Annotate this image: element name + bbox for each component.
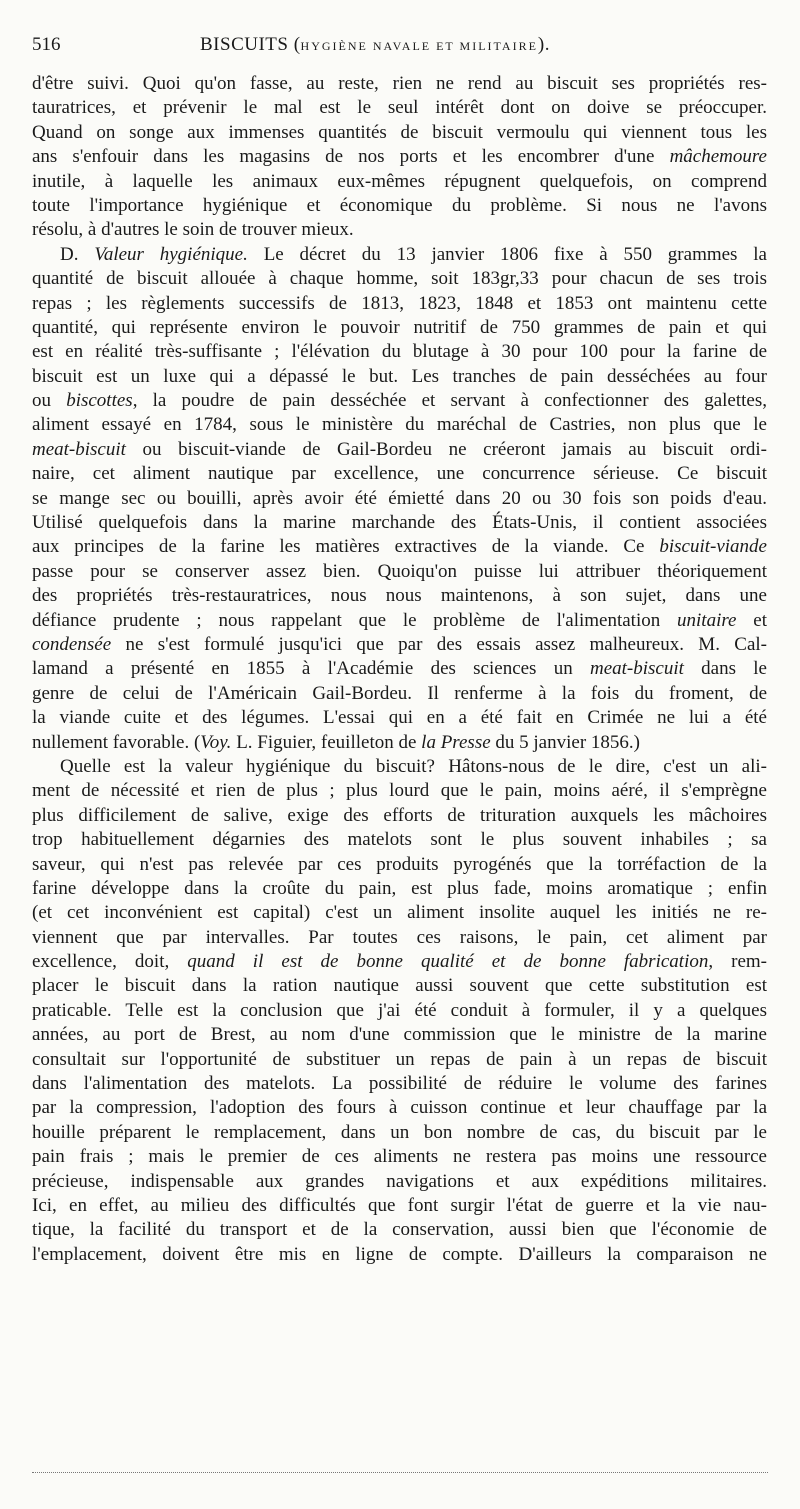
text-line: d'être suivi. Quoi qu'on fasse, au reste, rien ne rend au biscuit ses propriétés res- [32, 73, 767, 94]
running-header [32, 34, 768, 64]
italic-term: unitaire [677, 609, 737, 631]
text-line: pain frais ; mais le premier de ces aliments ne restera pas moins une ressource [32, 1146, 767, 1168]
italic-term: biscuit-viande [659, 536, 767, 558]
text-line: l'emplacement, doivent être mis en ligne de compte. D'ailleurs la comparaison ne [32, 1243, 767, 1265]
text-line: quantité, qui représente environ le pouvoir nutritif de 750 grammes de pain et qui [32, 316, 767, 338]
text-line: Quelle est la valeur hygiénique du biscuit? Hâtons-nous de le dire, c'est un ali- [60, 755, 767, 777]
italic-term: Voy. [200, 731, 232, 753]
text-line: Ici, en effet, au milieu des difficultés que font surgir l'état de guerre et la vie nau- [32, 1194, 767, 1216]
text-line: condensée ne s'est formulé jusqu'ici que par des essais assez malheureux. M. Cal- [32, 633, 767, 655]
italic-term: condensée [32, 633, 112, 655]
text-line: trop habituellement dégarnies des matelots sont le plus souvent inhabiles ; sa [32, 829, 767, 851]
body-text [32, 72, 767, 1267]
text-line: inutile, à laquelle les animaux eux-mêmes répugnent quelquefois, on comprend [32, 170, 767, 192]
text-line: défiance prudente ; nous rappelant que le problème de l'alimentation unitaire et [32, 609, 767, 631]
text-line: lamand a présenté en 1855 à l'Académie des sciences un meat-biscuit dans le [32, 658, 767, 680]
running-title-main: BISCUITS ( [200, 34, 301, 55]
text-line: saveur, qui n'est pas relevée par ces produits pyrogénés que la torréfaction de la [32, 853, 767, 875]
text-line: précieuse, indispensable aux grandes navigations et aux expéditions militaires. [32, 1170, 767, 1192]
text-line: est en réalité très-suffisante ; l'élévation du blutage à 30 pour 100 pour la farine de [32, 341, 767, 363]
text-line: placer le biscuit dans la ration nautique aussi souvent que cette substitution est [32, 975, 767, 997]
text-line: houille préparent le remplacement, dans un bon nombre de cas, du biscuit par le [32, 1121, 767, 1143]
text-line: repas ; les règlements successifs de 1813, 1823, 1848 et 1853 ont maintenu cette [32, 292, 767, 314]
text-line: farine développe dans la croûte du pain, est plus fade, moins aromatique ; enfin [32, 877, 767, 899]
text-line: aux principes de la farine les matières extractives de la viande. Ce biscuit-viande [32, 536, 767, 558]
text-line: nullement favorable. (Voy. L. Figuier, feuilleton de la Presse du 5 janvier 1856.) [32, 731, 640, 753]
italic-term: la Presse [421, 731, 491, 753]
text-line: dans l'alimentation des matelots. La possibilité de réduire le volume des farines [32, 1073, 767, 1095]
text-line: meat-biscuit ou biscuit-viande de Gail-Bordeu ne créeront jamais au biscuit ordi- [32, 438, 767, 460]
italic-term: Valeur hygiénique. [94, 243, 248, 265]
italic-term: meat-biscuit [589, 658, 684, 680]
text-line: années, au port de Brest, au nom d'une commission que le ministre de la marine [32, 1024, 767, 1046]
text-line: plus difficilement de salive, exige des efforts de trituration auxquels les mâchoires [32, 804, 767, 826]
text-line: Utilisé quelquefois dans la marine marchande des États-Unis, il contient associées [32, 512, 767, 534]
text-line: résolu, à d'autres le soin de trouver mieux. [32, 219, 354, 241]
text-line: par la compression, l'adoption des fours à cuisson continue et leur chauffage par la [32, 1097, 767, 1119]
page-number: 516 [32, 34, 61, 55]
italic-term: mâchemoure [669, 146, 767, 168]
text-line: ans s'enfouir dans les magasins de nos ports et les encombrer d'une mâchemoure [32, 146, 767, 168]
text-line: (et cet inconvénient est capital) c'est un aliment insolite auquel les initiés ne re- [32, 902, 767, 924]
text-line: la viande cuite et des légumes. L'essai qui en a été fait en Crimée ne lui a été [32, 707, 767, 729]
italic-term: quand il est de bonne qualité et de bonne fabrication [187, 951, 709, 973]
text-line: tique, la facilité du transport et de la conservation, aussi bien que l'économie de [32, 1219, 767, 1241]
text-line: aliment essayé en 1784, sous le ministère du maréchal de Castries, non plus que le [32, 414, 767, 436]
italic-term: biscottes [66, 390, 133, 412]
text-line: des propriétés très-restauratrices, nous nous maintenons, à son sujet, dans une [32, 585, 767, 607]
text-line: viennent que par intervalles. Par toutes ces raisons, le pain, cet aliment par [32, 926, 767, 948]
text-line: praticable. Telle est la conclusion que j'ai été conduit à formuler, il y a quelques [32, 999, 767, 1021]
italic-term: meat-biscuit [32, 438, 126, 460]
text-line: quantité de biscuit allouée à chaque homme, soit 183gr,33 pour chacun de ses trois [32, 268, 767, 290]
text-line: D. Valeur hygiénique. Le décret du 13 janvier 1806 fixe à 550 grammes la [60, 243, 767, 265]
text-line: Quand on songe aux immenses quantités de biscuit vermoulu qui viennent tous les [32, 121, 767, 143]
text-line: tauratrices, et prévenir le mal est le seul intérêt dont on doive se préoccuper. [32, 97, 767, 119]
text-line: naire, cet aliment nautique par excellence, une concurrence sérieuse. Ce biscuit [32, 463, 767, 485]
text-line: biscuit est un luxe qui a dépassé le but. Les tranches de pain desséchées au four [32, 365, 767, 387]
running-title [200, 34, 550, 56]
running-title-subtitle: HYGIÈNE NAVALE ET MILITAIRE [300, 39, 538, 53]
text-line: ou biscottes, la poudre de pain desséchée et servant à confectionner des galettes, [32, 390, 767, 412]
running-title-end: ). [537, 34, 550, 55]
text-line: excellence, doit, quand il est de bonne qualité et de bonne fabrication, rem- [32, 951, 767, 973]
text-line: se mange sec ou bouilli, après avoir été émietté dans 20 ou 30 fois son poids d'eau. [32, 487, 767, 509]
text-line: ment de nécessité et rien de plus ; plus lourd que le pain, moins aéré, il s'emprègne [32, 780, 767, 802]
text-line: passe pour se conserver assez bien. Quoiqu'on puisse lui attribuer théoriquement [32, 560, 767, 582]
text-line: genre de celui de l'Américain Gail-Bordeu. Il renferme à la fois du froment, de [32, 682, 767, 704]
text-line: toute l'importance hygiénique et économique du problème. Si nous ne l'avons [32, 194, 767, 216]
text-line: consultait sur l'opportunité de substituer un repas de pain à un repas de biscuit [32, 1048, 767, 1070]
footer-rule [32, 1472, 768, 1474]
